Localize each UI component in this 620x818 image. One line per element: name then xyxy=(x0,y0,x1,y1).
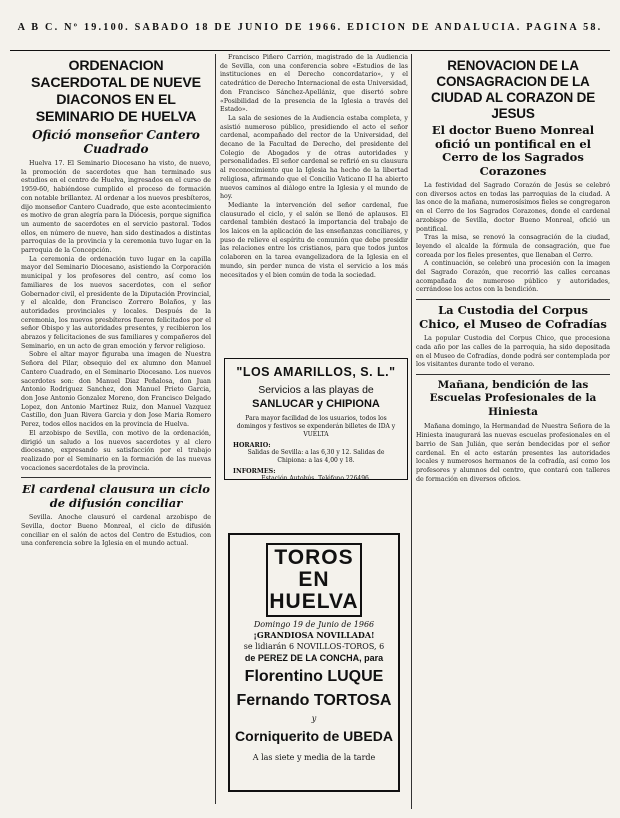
ad-matador: Fernando TORTOSA xyxy=(236,692,392,709)
subhead-ordenacion: Ofició monseñor Cantero Cuadrado xyxy=(32,128,200,156)
paragraph: Huelva 17. El Seminario Diocesano ha visto, de nuevo, la promoción de sacerdotes que han terminado sus estudios en el centro de Huelva, ingresados en el curso de 1959-60, habiéndose cumplido el proceso de formación con notable brillantez. Al ordenar a los nuevos presbíteros, dijo monseñor Cantero Cuadrado, que este acontecimiento es motivo de gran alegría para la Diócesis, porque significa un aumento de sacerdotes en el servicio pastoral. Todos ellos, en número de nueve, han sido destinados a distintas parroquias de la provincia y la ceremonia tuvo lugar en la parroquia de la Concepción. xyxy=(21,160,211,255)
ad-description: Para mayor facilidad de los usuarios, todos los domingos y festivos se expenderán billetes de IDA y VUELTA xyxy=(236,415,396,438)
ad-matador: Florentino LUQUE xyxy=(244,668,384,685)
headline-consagracion: RENOVACION DE LA CONSAGRACION DE LA CIUDAD AL CORAZON DE JESUS xyxy=(431,58,595,121)
paragraph: Tras la misa, se renovó la consagración de la ciudad, leyendo el alcalde la fórmula de consagración, que fue coreada por los fieles presentes, que llenaban el Cerro. xyxy=(416,234,610,259)
paragraph: La popular Custodia del Corpus Chico, que procesiona cada año por las calles de la parroquia, ha sido depositada en el Museo de Cofradías, donde podrá ser contemplada por los visitantes durante todo el verano. xyxy=(416,335,610,369)
paragraph: Sevilla. Anoche clausuró el cardenal arzobispo de Sevilla, doctor Bueno Monreal, el ciclo de difusión conciliar en el salón de actos del Centro de Estudios, con una conferencia sobre la Iglesia en el mundo actual. xyxy=(21,514,211,548)
ad-title: TOROS EN HUELVA xyxy=(266,543,362,617)
ad-conjunction: y xyxy=(311,714,317,723)
article-continuation xyxy=(220,54,408,364)
paragraph: Mañana domingo, la Hermandad de Nuestra Señora de la Hiniesta inaugurará las nuevas escuelas profesionales en el barrio de San Julián, que serán bendecidas por el señor cardenal. En el acto estarán presentes las autoridades locales y numerosos hermanos de la cofradía, así como los profesores y alumnos del centro, que contará con talleres de formación en diversos oficios. xyxy=(416,423,610,483)
article-divider xyxy=(416,374,610,375)
column-divider xyxy=(215,54,216,804)
ad-bulls: se lidiarán 6 NOVILLOS-TOROS, 6 xyxy=(243,642,385,651)
article-ordenacion xyxy=(21,54,211,804)
ad-label: HORARIO: xyxy=(233,442,271,449)
ad-matador: Corniquerito de UBEDA xyxy=(235,728,393,744)
paragraph: A continuación, se celebró una procesión con la imagen del Sagrado Corazón, que recorrió las calles cercanas acompañada de numeroso público y autoridades, cerrándose los actos con la bendición. xyxy=(416,260,610,294)
advertisement-toros xyxy=(228,533,400,792)
article-divider xyxy=(21,477,211,478)
ad-time: A las siete y media de la tarde xyxy=(252,753,376,762)
paragraph: Mediante la intervención del señor cardenal, fue clausurado el ciclo, y el salón se llenó de aplausos. El cardenal también destacó la importancia del trabajo de los laicos en la aplicación de las enseñanzas conciliares, y puso de relieve el espíritu de comunión que debe presidir las relaciones entre los cristianos, para que todos juntos colaboren en la tarea evangelizadora de la Iglesia en el mundo, sin perder nunca de vista el servicio a los más necesitados y el bien común de toda la sociedad. xyxy=(220,201,408,279)
article-body xyxy=(21,160,211,473)
paragraph: Sobre el altar mayor figuraba una imagen de Nuestra Señora del Pilar, obsequio del ex alumno don Manuel Cantero Cuadrado, en el Seminario Diocesano. Los nuevos sacerdotes son: don Manuel Diaz Peñalosa, don Juan Antonio Rodriguez Sanchez, don Manuel Prieto Garcia, don Jose Antonio Gonzalez Moreno, don Francisco Delgado Lopez, don Antonio Martinez Ruiz, don Manuel Vazquez Castillo, don Juan Rivera Garcia y don Jose Maria Romero Perez, todos ellos nacidos en la provincia de Huelva. xyxy=(21,351,211,429)
article-body xyxy=(416,423,610,484)
ad-line: SANLUCAR y CHIPIONA xyxy=(252,398,380,410)
article-body xyxy=(416,335,610,370)
ad-ganaderia: de PEREZ DE LA CONCHA, para xyxy=(244,653,384,663)
headline-cardenal: El cardenal clausura un ciclo de difusión conciliar xyxy=(22,482,210,511)
ad-informes: Estación Autobús. Teléfono 226496. xyxy=(261,475,371,482)
ad-label: INFORMES: xyxy=(233,468,276,475)
headline-ordenacion: ORDENACION SACERDOTAL DE NUEVE DIACONOS EN EL SEMINARIO DE HUELVA xyxy=(31,58,201,125)
paragraph: La festividad del Sagrado Corazón de Jesús se celebró con diversos actos en todas las parroquias de la ciudad. A las once de la mañana, numerosísimos fieles se congregaron en el Cerro de los Sagrados Corazones, donde el cardenal arzobispo de Sevilla, doctor Bueno Monreal, ofició un pontifical. xyxy=(416,182,610,233)
page-header xyxy=(8,10,612,44)
ad-horario: Salidas de Sevilla: a las 6,30 y 12. Salidas de Chipiona: a las 4,00 y 18. xyxy=(247,449,385,464)
article-body xyxy=(220,54,408,280)
headline-hiniesta: Mañana, bendición de las Escuelas Profesionales de la Hiniesta xyxy=(429,378,597,418)
subhead-consagracion: El doctor Bueno Monreal ofició un pontifical en el Cerro de los Sagrados Corazones xyxy=(431,123,595,178)
paragraph: La sala de sesiones de la Audiencia estaba completa, y asistió numeroso público, presidiendo el acto el señor cardenal, acompañado del rector de la Universidad, del decano de la Facultad de Derecho, del presidente del Colegio de Abogados y de otras autoridades y personalidades. El señor cardenal se refirió en su clausura al reconocimiento que la Iglesia ha hecho de la libertad religiosa, afirmando que el Concilio Vaticano II ha abierto nuevos caminos al diálogo entre la Iglesia y el mundo de hoy. xyxy=(220,114,408,201)
article-divider xyxy=(416,299,610,300)
ad-line: Servicios a las playas de xyxy=(258,384,374,396)
article-body xyxy=(416,182,610,295)
column-divider xyxy=(411,54,412,809)
header-text: A B C. Nº 19.100. SABADO 18 DE JUNIO DE 1966. EDICION DE ANDALUCIA. PAGINA 58. xyxy=(17,21,603,33)
headline-custodia: La Custodia del Corpus Chico, el Museo de Cofradías xyxy=(419,303,607,331)
advertisement-los-amarillos xyxy=(224,358,408,480)
paragraph: La ceremonia de ordenación tuvo lugar en la capilla mayor del Seminario Diocesano, asistiendo la Corporación municipal y los profesores del centro, así como los familiares de los nuevos sacerdotes, con el señor Gobernador civil, el presidente de la Diputación Provincial, y el alcalde, don Francisco Zorrero Bolaños, y las autoridades provinciales y locales. Después de la ceremonia, los nuevos presbíteros fueron felicitados por el señor Obispo y las autoridades presentes, y recibieron los abrazos y felicitaciones de sus familiares y compañeros del Seminario, en un acto de gran emoción y fervor religioso. xyxy=(21,255,211,350)
ad-date: Domingo 19 de Junio de 1966 xyxy=(253,620,375,629)
header-rule xyxy=(10,50,610,51)
paragraph: Francisco Piñero Carrión, magistrado de la Audiencia de Sevilla, con una conferencia sobre «Estudios de las instituciones en el Derecho concordatario», y el catedrático de Derecho Internacional de esta Universidad, don Francisco Sánchez-Apellániz, que disertó sobre «Posibilidad de la presencia de la Iglesia a través del Estado». xyxy=(220,54,408,114)
ad-feature: ¡GRANDIOSA NOVILLADA! xyxy=(253,630,375,640)
article-body xyxy=(21,514,211,549)
ad-title: "LOS AMARILLOS, S. L." xyxy=(236,365,396,379)
article-consagracion xyxy=(416,54,610,809)
paragraph: El arzobispo de Sevilla, con motivo de la ordenación, dirigió un saludo a los nuevos sacerdotes y al clero diocesano, expresando su satisfacción por el trabajo realizado por el Seminario en la formación de las nuevas vocaciones sacerdotales de la provincia. xyxy=(21,429,211,472)
